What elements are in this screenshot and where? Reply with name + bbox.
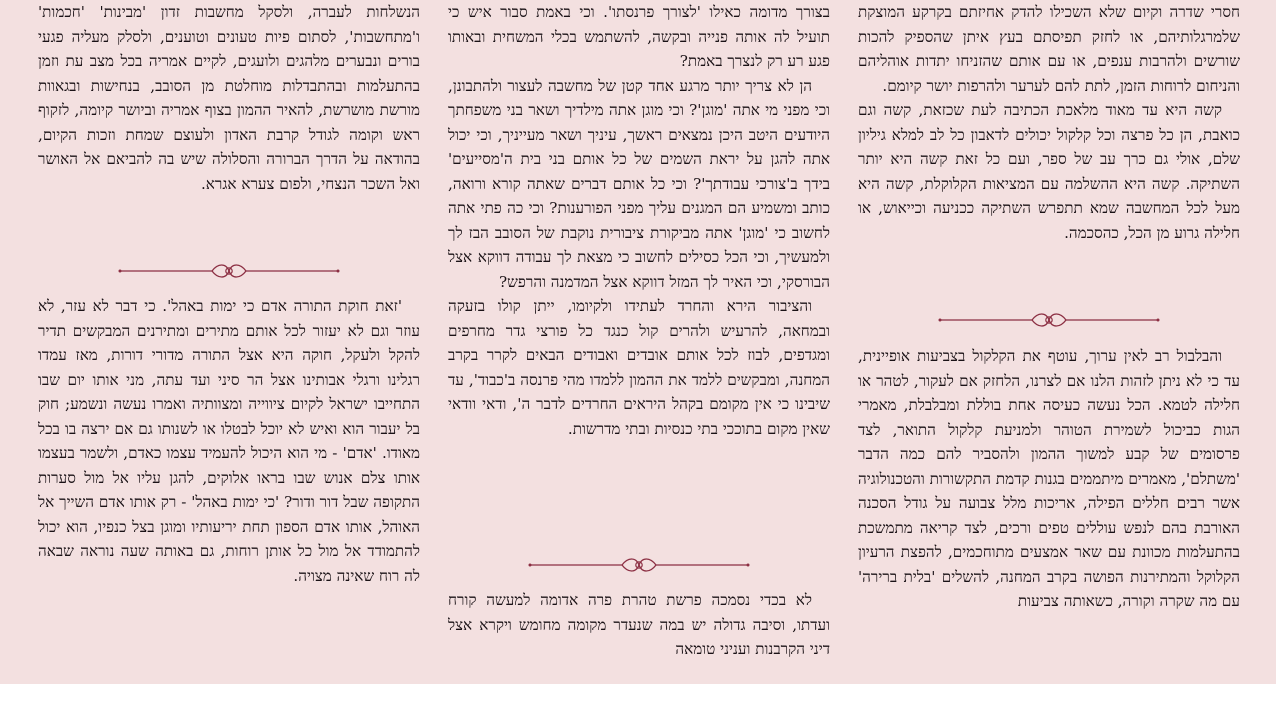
column-right xyxy=(858,0,1240,684)
ornament-divider-icon xyxy=(524,553,754,577)
ornament-divider-icon xyxy=(114,259,344,283)
paragraph: והציבור הירא והחרד לעתידו ולקיומו, ייתן קולו בזעקה ובמחאה, להרעיש ולהרים קול כנגד כל פורצי גדר מחרפים ומגדפים, לבוז לכל אותם אובדים ואבודים הבאים לקרר בקרב המחנה, ומבקשים ללמד את ההמון ללמדו מהי פרנסה ב'כבוד', עד שיבינו כי אין מקומם בקהל היראים החרדים לדבר ה', ודאי וודאי שאין מקום בתוככי בתי כנסיות ובתי מדרשות. xyxy=(448,297,830,438)
paragraph: והבלבול רב לאין ערוך, עוטף את הקלקול בצביעות אופיינית, עד כי לא ניתן לזהות הלנו אם לצרנו, הלחזק אם לעקור, לטהר או חלילה לטמא. הכל נעשה כעיסה אחת בוללת ומבלבלת, מאמרי הגות כביכול לשמירת הטוהר ולמניעת קלקול התואר, לצד פרסומים של קבע למשוך ההמון ולהסביר להם כמה הדבר 'משתלם', מאמרים מיתממים בגנות קדמת התקשורות והטכנולוגיה אשר רבים חללים הפילה, אריכות מלל צבועה על גודל הסכנה האורבת בהם לנפש עוללים טפים ורכים, לצד קריאה מתמשכת בהתעלמות מכוונת עם שאר אמצעים מתוחכמים, להפצת הרעיון הקלוקל והמתירנות הפושה בקרב המחנה, להשלים 'בלית ברירה' עם מה שקרה וקורה, כשאותה צביעות xyxy=(858,347,1240,610)
column-middle-bottom-text xyxy=(448,588,830,662)
column-middle-top-text xyxy=(448,0,830,441)
ornament-divider-icon xyxy=(934,308,1164,332)
paragraph: 'זאת חוקת התורה אדם כי ימות באהל'. כי דבר לא עזר, לא עוזר וגם לא יעזור לכל אותם מתירים ומתירנים המבקשים תדיר להקל ולעקל, חוקה היא אצל התורה מדורי דורות, מאז עמדו רגלינו ורגלי אבותינו אצל הר סיני ועד עתה, מני אותו יום שבו התחייבו ישראל לקיום ציווייה ומצוותיה ואמרו נעשה ונשמע; חוק בל יעבור הוא ואיש לא יוכל לבטלו או לשנותו גם אם ירצה בו בכל מאודו. 'אדם' - מי הוא היכול להעמיד עצמו כאדם, ולשמר בעצמו אותו צלם אנוש שבו בראו אלוקים, להגן עליו אל מול סערות התקופה שבל דור ודור? 'כי ימות באהל' - רק אותו אדם השייך אל האוהל, אותו אדם הספון תחת יריעותיו ומוגן בצל כנפיו, הוא יכול להתמודד אל מול כל אותן רוחות, גם באותה שעה נוראה שבאה לה רוח שאינה מצויה. xyxy=(38,297,420,585)
paragraph: לא בכדי נסמכה פרשת טהרת פרה אדומה למעשה קורח ועדתו, וסיבה גדולה יש במה שנעדר מקומה מחומש ויקרא אצל דיני הקרבנות ועניני טומאה xyxy=(448,591,830,658)
column-left-bottom-text xyxy=(38,294,420,588)
column-left-top-text xyxy=(38,0,420,196)
column-right-bottom-text xyxy=(858,344,1240,614)
column-left xyxy=(38,0,420,684)
column-middle xyxy=(448,0,830,684)
paragraph: הנשלחות לעברה, ולסקל מחשבות זדון 'מבינות' 'חכמות' ו'מתחשבות', לסתום פיות טעונים וטוענים, ולסלק מעליה פגעי בורים ונבערים מלהגים ולועגים, לקיים אמריה בכל מצב עת וזמן בהתעלמות ובהתבדלות מוחלטת מן הסובב, בנחישות ובגאוות מורשת מושרשת, להאיר ההמון בצוף אמריה וביושר קיומה, לזקוף ראש וקומה לגודל קרבת האדון ולעוצם שמחת וזכות הקיום, בהודאה על הדרך הברורה והסלולה שיש בה להביאם אל האושר ואל השכר הנצחי, ולפום צערא אגרא. xyxy=(38,3,420,193)
paragraph: בצורך מדומה כאילו 'לצורך פרנסתו'. וכי באמת סבור איש כי תועיל לה אותה פנייה ובקשה, להשתמש בכלי המשחית ובאותו פגע רע רק לנצרך באמת? xyxy=(448,3,830,70)
paragraph: קשה היא עד מאוד מלאכת הכתיבה לעת שכזאת, קשה וגם כואבת, הן כל פרצה וכל קלקול יכולים לדאבון כל לב למלא גיליון שלם, אולי גם כרך עב של ספר, ועם כל זאת קשה היא יותר השתיקה. קשה היא ההשלמה עם המציאות הקלוקלת, קשה היא מעל לכל המחשבה שמא תתפרש השתיקה ככניעה וכייאוש, או חלילה גרוע מן הכל, כהסכמה. xyxy=(858,101,1240,242)
paragraph: הן לא צריך יותר מרגע אחד קטן של מחשבה לעצור ולהתבונן, וכי מפני מי אתה 'מוגן'? וכי מוגן אתה מילדיך ושאר בני משפחתך היודעים היטב היכן נמצאים ראשך, עיניך ושאר מעייניך, וכי יכול אתה להגן על יראת השמים של כל אותם בני בית ה'מסייעים' בידך ב'צורכי עבודתך'? וכי כל אותם דברים שאתה קורא ורואה, כותב ומשמיע הם המגנים עליך מפני הפורענות? וכי כה פתי אתה לחשוב כי 'מוגן' אתה מביקורת ציבורית נוקבת של הסובב הבז לך ולמעשיך, וכי הכל כסילים לחשוב כי מצאת לך עבודה דווקא אצל הבורסקי, וכי האיר לך המזל דווקא אצל המדמנה והרפש? xyxy=(448,76,830,291)
column-right-top-text xyxy=(858,0,1240,245)
paragraph: חסרי שדרה וקיום שלא השכילו להדק אחיזתם בקרקע המוצקת שלמרגלותיהם, או לחזק תפיסתם בעץ איתן שהספיק להכות שורשים ולהרבות ענפים, או עם אותם שהזניחו יתדות אוהליהם והניחום לרוחות הזמן, לתת להם לערער ולהרפות יושר קיומם. xyxy=(858,3,1240,95)
